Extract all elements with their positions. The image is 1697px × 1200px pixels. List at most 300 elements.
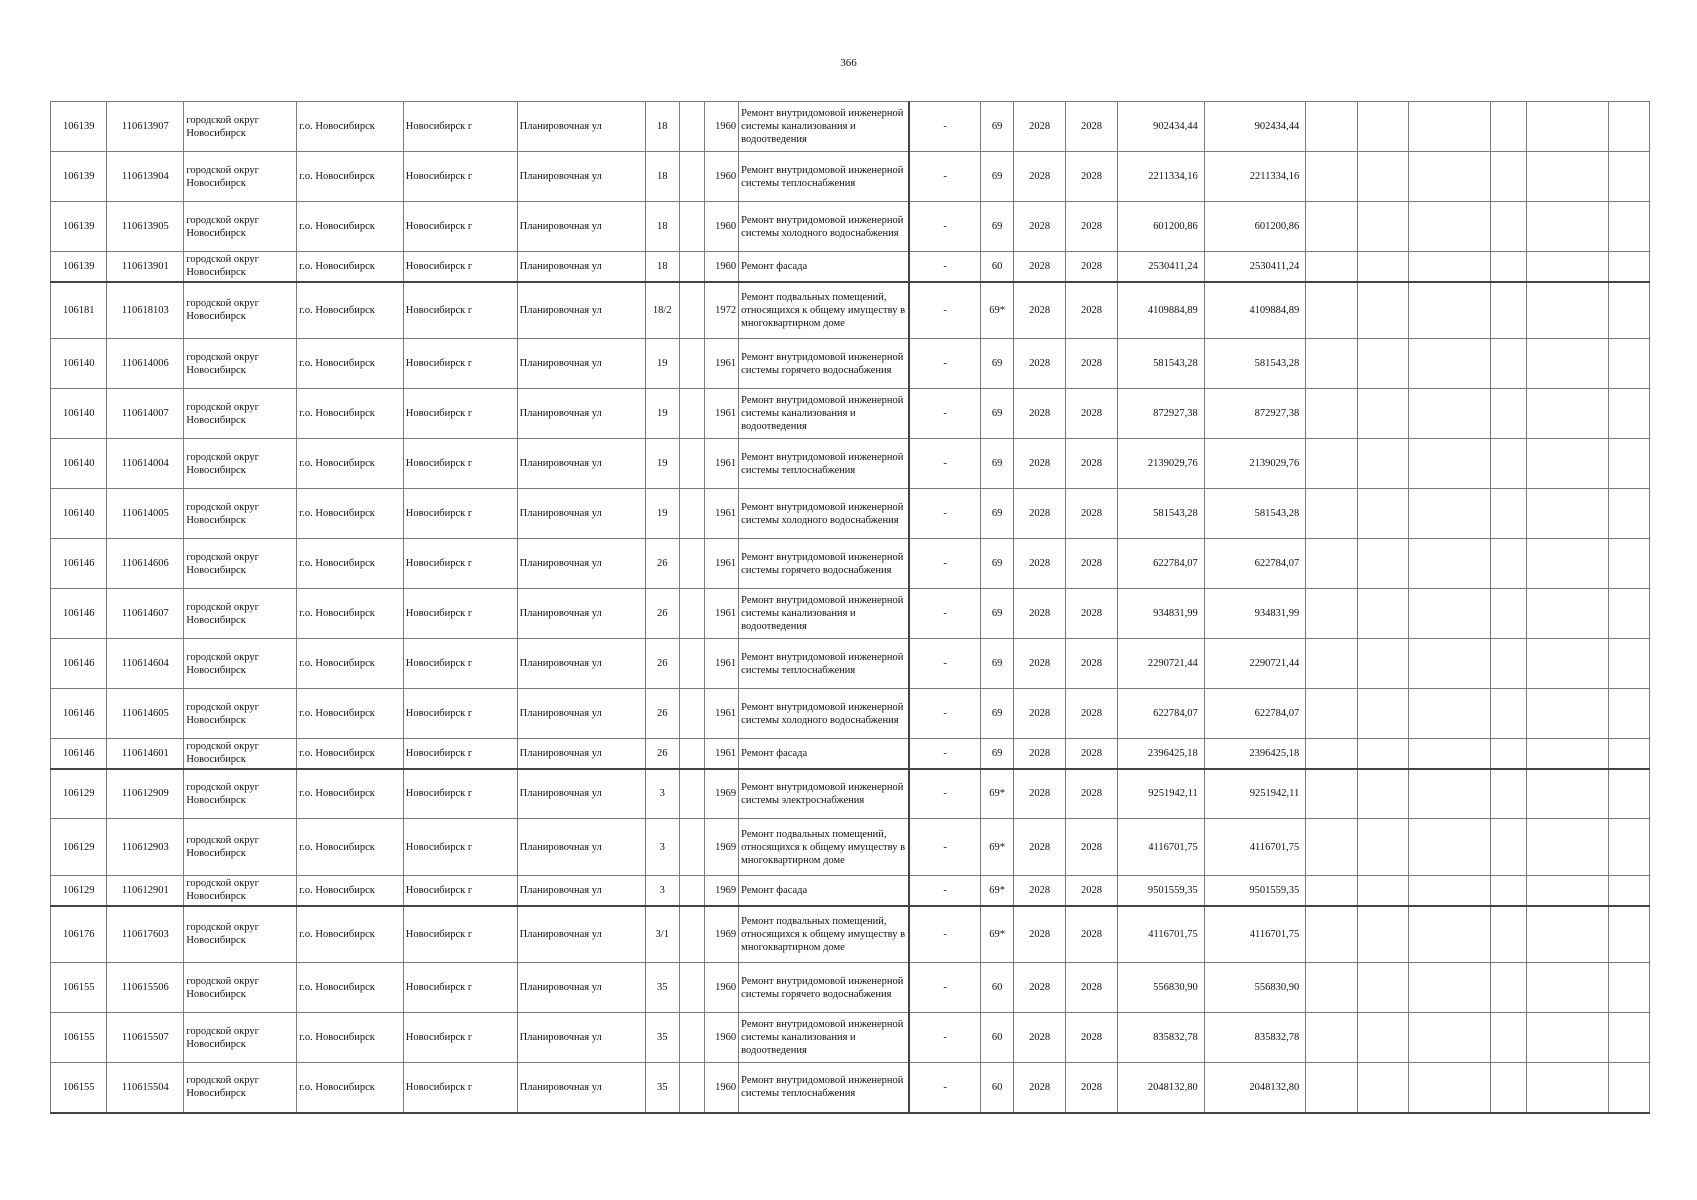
cell-house-id: 106140 (51, 339, 107, 389)
cell-plan-year-end: 2028 (1066, 282, 1117, 339)
cell-cost-fund: 556830,90 (1204, 963, 1306, 1013)
cell-plan-year-start: 2028 (1014, 769, 1066, 819)
cell-blank (1357, 339, 1408, 389)
cell-work-code: 110615507 (107, 1013, 184, 1063)
cell-blank (1526, 102, 1608, 152)
cell-plan-year-end: 2028 (1066, 152, 1117, 202)
cell-blank (1408, 539, 1490, 589)
cell-blank (679, 639, 705, 689)
cell-blank (1608, 906, 1649, 963)
cell-plan-year-end: 2028 (1066, 539, 1117, 589)
cell-plan-year-start: 2028 (1014, 252, 1066, 282)
cell-house-number: 3 (645, 769, 679, 819)
cell-blank (1408, 282, 1490, 339)
cell-street: Планировочная ул (517, 202, 645, 252)
cell-blank (1306, 589, 1357, 639)
cell-blank (1357, 389, 1408, 439)
cell-plan-year-start: 2028 (1014, 639, 1066, 689)
cell-urban-district: г.о. Новосибирск (297, 439, 404, 489)
cell-blank (1526, 876, 1608, 906)
cell-blank (1608, 202, 1649, 252)
cell-wear-percent: 69 (981, 539, 1014, 589)
cell-cost-fund: 2048132,80 (1204, 1063, 1306, 1113)
cell-dash: - (909, 202, 981, 252)
cell-plan-year-end: 2028 (1066, 739, 1117, 769)
cell-blank (1608, 963, 1649, 1013)
cell-house-number: 19 (645, 489, 679, 539)
cell-house-id: 106140 (51, 389, 107, 439)
cell-street: Планировочная ул (517, 589, 645, 639)
cell-blank (1490, 906, 1526, 963)
cell-city: Новосибирск г (403, 739, 517, 769)
cell-blank (1608, 1063, 1649, 1113)
cell-blank (1357, 439, 1408, 489)
cell-urban-district: г.о. Новосибирск (297, 639, 404, 689)
cell-work-type: Ремонт внутридомовой инженерной системы холодного водоснабжения (739, 689, 909, 739)
cell-build-year: 1960 (705, 252, 739, 282)
cell-cost-fund: 2290721,44 (1204, 639, 1306, 689)
cell-urban-district: г.о. Новосибирск (297, 102, 404, 152)
cell-street: Планировочная ул (517, 102, 645, 152)
cell-cost-fund: 581543,28 (1204, 489, 1306, 539)
cell-plan-year-end: 2028 (1066, 876, 1117, 906)
cell-wear-percent: 69 (981, 439, 1014, 489)
cell-plan-year-start: 2028 (1014, 339, 1066, 389)
cell-build-year: 1961 (705, 339, 739, 389)
cell-work-type: Ремонт внутридомовой инженерной системы холодного водоснабжения (739, 202, 909, 252)
cell-blank (1306, 876, 1357, 906)
cell-city: Новосибирск г (403, 769, 517, 819)
cell-dash: - (909, 539, 981, 589)
cell-street: Планировочная ул (517, 689, 645, 739)
cell-blank (1608, 876, 1649, 906)
cell-work-code: 110614007 (107, 389, 184, 439)
cell-dash: - (909, 1063, 981, 1113)
cell-blank (1357, 252, 1408, 282)
cell-city: Новосибирск г (403, 963, 517, 1013)
cell-cost-total: 872927,38 (1117, 389, 1204, 439)
cell-blank (1357, 589, 1408, 639)
cell-dash: - (909, 489, 981, 539)
cell-street: Планировочная ул (517, 539, 645, 589)
cell-wear-percent: 69 (981, 152, 1014, 202)
cell-blank (1306, 906, 1357, 963)
cell-blank (1490, 152, 1526, 202)
cell-municipality: городской округ Новосибирск (184, 489, 297, 539)
cell-house-number: 26 (645, 539, 679, 589)
cell-blank (679, 489, 705, 539)
cell-build-year: 1961 (705, 589, 739, 639)
cell-urban-district: г.о. Новосибирск (297, 1013, 404, 1063)
cell-plan-year-start: 2028 (1014, 282, 1066, 339)
cell-cost-total: 2530411,24 (1117, 252, 1204, 282)
cell-blank (1490, 389, 1526, 439)
cell-urban-district: г.о. Новосибирск (297, 589, 404, 639)
cell-blank (1408, 769, 1490, 819)
cell-dash: - (909, 739, 981, 769)
cell-blank (679, 876, 705, 906)
cell-plan-year-start: 2028 (1014, 689, 1066, 739)
cell-work-code: 110614605 (107, 689, 184, 739)
cell-plan-year-end: 2028 (1066, 252, 1117, 282)
cell-house-id: 106155 (51, 1063, 107, 1113)
cell-build-year: 1961 (705, 739, 739, 769)
capital-repair-table (50, 101, 1650, 1114)
cell-blank (1408, 589, 1490, 639)
cell-city: Новосибирск г (403, 689, 517, 739)
table-row (51, 639, 1650, 689)
cell-build-year: 1960 (705, 1063, 739, 1113)
cell-blank (1408, 1063, 1490, 1113)
cell-blank (1526, 339, 1608, 389)
cell-house-number: 18 (645, 102, 679, 152)
cell-municipality: городской округ Новосибирск (184, 906, 297, 963)
cell-house-number: 18/2 (645, 282, 679, 339)
cell-blank (1408, 202, 1490, 252)
cell-plan-year-start: 2028 (1014, 202, 1066, 252)
cell-plan-year-end: 2028 (1066, 769, 1117, 819)
cell-municipality: городской округ Новосибирск (184, 739, 297, 769)
cell-blank (1608, 639, 1649, 689)
cell-street: Планировочная ул (517, 1063, 645, 1113)
cell-house-number: 18 (645, 252, 679, 282)
cell-wear-percent: 60 (981, 252, 1014, 282)
cell-wear-percent: 69 (981, 639, 1014, 689)
cell-blank (1306, 389, 1357, 439)
table-row (51, 906, 1650, 963)
cell-urban-district: г.о. Новосибирск (297, 539, 404, 589)
table-row (51, 489, 1650, 539)
cell-blank (1306, 1013, 1357, 1063)
cell-cost-total: 622784,07 (1117, 689, 1204, 739)
cell-house-number: 3 (645, 876, 679, 906)
cell-blank (1357, 739, 1408, 769)
cell-house-id: 106139 (51, 102, 107, 152)
cell-build-year: 1969 (705, 906, 739, 963)
cell-municipality: городской округ Новосибирск (184, 1013, 297, 1063)
cell-work-type: Ремонт внутридомовой инженерной системы теплоснабжения (739, 152, 909, 202)
cell-municipality: городской округ Новосибирск (184, 1063, 297, 1113)
cell-blank (1608, 102, 1649, 152)
cell-cost-total: 902434,44 (1117, 102, 1204, 152)
cell-work-type: Ремонт внутридомовой инженерной системы канализования и водоотведения (739, 1013, 909, 1063)
cell-work-code: 110613901 (107, 252, 184, 282)
cell-blank (1490, 639, 1526, 689)
cell-plan-year-start: 2028 (1014, 819, 1066, 876)
table-row (51, 1013, 1650, 1063)
cell-wear-percent: 60 (981, 1063, 1014, 1113)
cell-city: Новосибирск г (403, 819, 517, 876)
cell-blank (1306, 102, 1357, 152)
cell-blank (1408, 963, 1490, 1013)
cell-blank (679, 539, 705, 589)
cell-urban-district: г.о. Новосибирск (297, 739, 404, 769)
cell-blank (1306, 1063, 1357, 1113)
cell-plan-year-start: 2028 (1014, 906, 1066, 963)
cell-blank (679, 589, 705, 639)
cell-blank (1526, 639, 1608, 689)
cell-work-type: Ремонт внутридомовой инженерной системы горячего водоснабжения (739, 539, 909, 589)
cell-blank (1408, 152, 1490, 202)
cell-street: Планировочная ул (517, 1013, 645, 1063)
cell-wear-percent: 60 (981, 963, 1014, 1013)
cell-cost-fund: 2396425,18 (1204, 739, 1306, 769)
cell-blank (1526, 252, 1608, 282)
cell-house-number: 19 (645, 439, 679, 489)
cell-blank (1357, 876, 1408, 906)
cell-blank (1490, 539, 1526, 589)
cell-urban-district: г.о. Новосибирск (297, 489, 404, 539)
cell-house-id: 106129 (51, 769, 107, 819)
cell-plan-year-end: 2028 (1066, 963, 1117, 1013)
cell-dash: - (909, 589, 981, 639)
cell-urban-district: г.о. Новосибирск (297, 689, 404, 739)
cell-work-type: Ремонт фасада (739, 876, 909, 906)
cell-blank (1526, 769, 1608, 819)
cell-house-id: 106140 (51, 439, 107, 489)
cell-cost-total: 2048132,80 (1117, 1063, 1204, 1113)
cell-municipality: городской округ Новосибирск (184, 152, 297, 202)
cell-blank (1357, 1013, 1408, 1063)
cell-municipality: городской округ Новосибирск (184, 876, 297, 906)
cell-blank (1357, 152, 1408, 202)
cell-dash: - (909, 152, 981, 202)
table-row (51, 539, 1650, 589)
cell-plan-year-start: 2028 (1014, 539, 1066, 589)
cell-blank (679, 1063, 705, 1113)
cell-wear-percent: 69* (981, 906, 1014, 963)
cell-city: Новосибирск г (403, 252, 517, 282)
cell-dash: - (909, 639, 981, 689)
cell-work-type: Ремонт внутридомовой инженерной системы канализования и водоотведения (739, 389, 909, 439)
cell-work-code: 110614006 (107, 339, 184, 389)
cell-wear-percent: 69 (981, 102, 1014, 152)
cell-cost-fund: 622784,07 (1204, 539, 1306, 589)
cell-blank (1608, 489, 1649, 539)
cell-house-number: 26 (645, 589, 679, 639)
cell-cost-total: 9251942,11 (1117, 769, 1204, 819)
cell-blank (1408, 876, 1490, 906)
cell-urban-district: г.о. Новосибирск (297, 339, 404, 389)
cell-blank (679, 152, 705, 202)
table-row (51, 202, 1650, 252)
cell-house-number: 35 (645, 963, 679, 1013)
cell-work-code: 110612903 (107, 819, 184, 876)
cell-street: Планировочная ул (517, 489, 645, 539)
page-number: 366 (840, 57, 857, 69)
cell-street: Планировочная ул (517, 282, 645, 339)
cell-plan-year-start: 2028 (1014, 1013, 1066, 1063)
cell-urban-district: г.о. Новосибирск (297, 252, 404, 282)
cell-city: Новосибирск г (403, 1063, 517, 1113)
cell-plan-year-start: 2028 (1014, 963, 1066, 1013)
cell-dash: - (909, 389, 981, 439)
cell-street: Планировочная ул (517, 819, 645, 876)
cell-build-year: 1969 (705, 819, 739, 876)
cell-build-year: 1960 (705, 102, 739, 152)
cell-work-type: Ремонт внутридомовой инженерной системы теплоснабжения (739, 439, 909, 489)
cell-cost-fund: 934831,99 (1204, 589, 1306, 639)
cell-municipality: городской округ Новосибирск (184, 589, 297, 639)
cell-work-type: Ремонт внутридомовой инженерной системы теплоснабжения (739, 639, 909, 689)
cell-work-type: Ремонт внутридомовой инженерной системы горячего водоснабжения (739, 963, 909, 1013)
cell-build-year: 1960 (705, 1013, 739, 1063)
cell-dash: - (909, 339, 981, 389)
table-row (51, 439, 1650, 489)
cell-street: Планировочная ул (517, 906, 645, 963)
cell-blank (1526, 739, 1608, 769)
cell-dash: - (909, 769, 981, 819)
cell-city: Новосибирск г (403, 1013, 517, 1063)
table-row (51, 102, 1650, 152)
cell-cost-total: 581543,28 (1117, 489, 1204, 539)
cell-work-type: Ремонт внутридомовой инженерной системы канализования и водоотведения (739, 102, 909, 152)
cell-city: Новосибирск г (403, 152, 517, 202)
cell-blank (1490, 739, 1526, 769)
cell-house-id: 106146 (51, 689, 107, 739)
table-row (51, 739, 1650, 769)
cell-city: Новосибирск г (403, 202, 517, 252)
cell-blank (1526, 282, 1608, 339)
cell-blank (1306, 202, 1357, 252)
cell-plan-year-end: 2028 (1066, 489, 1117, 539)
cell-build-year: 1960 (705, 963, 739, 1013)
cell-wear-percent: 69 (981, 202, 1014, 252)
cell-blank (679, 689, 705, 739)
cell-blank (1408, 1013, 1490, 1063)
cell-work-type: Ремонт внутридомовой инженерной системы канализования и водоотведения (739, 589, 909, 639)
cell-blank (1608, 339, 1649, 389)
cell-blank (679, 439, 705, 489)
cell-house-id: 106155 (51, 1013, 107, 1063)
cell-blank (1408, 739, 1490, 769)
cell-cost-fund: 4116701,75 (1204, 906, 1306, 963)
cell-blank (1306, 282, 1357, 339)
cell-plan-year-start: 2028 (1014, 389, 1066, 439)
cell-work-type: Ремонт подвальных помещений, относящихся к общему имуществу в многоквартирном доме (739, 819, 909, 876)
cell-street: Планировочная ул (517, 963, 645, 1013)
cell-urban-district: г.о. Новосибирск (297, 769, 404, 819)
cell-blank (1608, 539, 1649, 589)
cell-wear-percent: 69 (981, 589, 1014, 639)
cell-work-code: 110615506 (107, 963, 184, 1013)
cell-wear-percent: 69* (981, 769, 1014, 819)
cell-cost-fund: 835832,78 (1204, 1013, 1306, 1063)
cell-house-number: 3/1 (645, 906, 679, 963)
cell-plan-year-start: 2028 (1014, 439, 1066, 489)
cell-dash: - (909, 963, 981, 1013)
cell-house-id: 106155 (51, 963, 107, 1013)
cell-work-code: 110612909 (107, 769, 184, 819)
cell-house-number: 26 (645, 689, 679, 739)
cell-city: Новосибирск г (403, 876, 517, 906)
cell-cost-fund: 9501559,35 (1204, 876, 1306, 906)
cell-blank (679, 769, 705, 819)
cell-blank (1526, 689, 1608, 739)
cell-work-code: 110614005 (107, 489, 184, 539)
cell-municipality: городской округ Новосибирск (184, 769, 297, 819)
table-row (51, 689, 1650, 739)
cell-house-id: 106146 (51, 539, 107, 589)
cell-blank (1357, 102, 1408, 152)
cell-work-code: 110615504 (107, 1063, 184, 1113)
cell-cost-total: 2396425,18 (1117, 739, 1204, 769)
cell-house-number: 18 (645, 152, 679, 202)
table-row (51, 252, 1650, 282)
cell-dash: - (909, 252, 981, 282)
cell-municipality: городской округ Новосибирск (184, 963, 297, 1013)
cell-blank (1306, 689, 1357, 739)
cell-blank (1490, 1063, 1526, 1113)
cell-blank (679, 739, 705, 769)
cell-blank (1357, 769, 1408, 819)
cell-city: Новосибирск г (403, 282, 517, 339)
cell-blank (1408, 389, 1490, 439)
cell-blank (1608, 389, 1649, 439)
cell-urban-district: г.о. Новосибирск (297, 906, 404, 963)
cell-blank (1608, 769, 1649, 819)
cell-wear-percent: 69 (981, 739, 1014, 769)
cell-street: Планировочная ул (517, 439, 645, 489)
cell-cost-total: 2290721,44 (1117, 639, 1204, 689)
cell-work-code: 110613904 (107, 152, 184, 202)
cell-city: Новосибирск г (403, 389, 517, 439)
cell-cost-total: 601200,86 (1117, 202, 1204, 252)
cell-cost-total: 9501559,35 (1117, 876, 1204, 906)
cell-blank (1608, 739, 1649, 769)
cell-work-code: 110613905 (107, 202, 184, 252)
cell-blank (679, 819, 705, 876)
cell-blank (1526, 539, 1608, 589)
cell-urban-district: г.о. Новосибирск (297, 282, 404, 339)
cell-city: Новосибирск г (403, 339, 517, 389)
cell-work-code: 110618103 (107, 282, 184, 339)
cell-dash: - (909, 282, 981, 339)
cell-work-type: Ремонт внутридомовой инженерной системы горячего водоснабжения (739, 339, 909, 389)
cell-house-id: 106139 (51, 202, 107, 252)
cell-work-type: Ремонт подвальных помещений, относящихся к общему имуществу в многоквартирном доме (739, 906, 909, 963)
table-row (51, 152, 1650, 202)
cell-blank (679, 963, 705, 1013)
cell-cost-total: 2139029,76 (1117, 439, 1204, 489)
cell-blank (679, 102, 705, 152)
cell-blank (1306, 489, 1357, 539)
cell-dash: - (909, 689, 981, 739)
cell-cost-total: 835832,78 (1117, 1013, 1204, 1063)
cell-municipality: городской округ Новосибирск (184, 819, 297, 876)
cell-urban-district: г.о. Новосибирск (297, 963, 404, 1013)
cell-house-number: 19 (645, 389, 679, 439)
cell-municipality: городской округ Новосибирск (184, 639, 297, 689)
cell-plan-year-start: 2028 (1014, 489, 1066, 539)
cell-blank (1408, 819, 1490, 876)
cell-work-type: Ремонт внутридомовой инженерной системы теплоснабжения (739, 1063, 909, 1113)
cell-wear-percent: 69* (981, 876, 1014, 906)
cell-blank (1608, 589, 1649, 639)
cell-blank (1490, 202, 1526, 252)
cell-urban-district: г.о. Новосибирск (297, 389, 404, 439)
cell-work-code: 110614606 (107, 539, 184, 589)
cell-house-number: 3 (645, 819, 679, 876)
cell-wear-percent: 69 (981, 489, 1014, 539)
cell-cost-total: 4109884,89 (1117, 282, 1204, 339)
cell-blank (1490, 489, 1526, 539)
cell-plan-year-start: 2028 (1014, 589, 1066, 639)
cell-blank (1526, 489, 1608, 539)
cell-work-code: 110613907 (107, 102, 184, 152)
cell-work-code: 110614004 (107, 439, 184, 489)
cell-street: Планировочная ул (517, 152, 645, 202)
